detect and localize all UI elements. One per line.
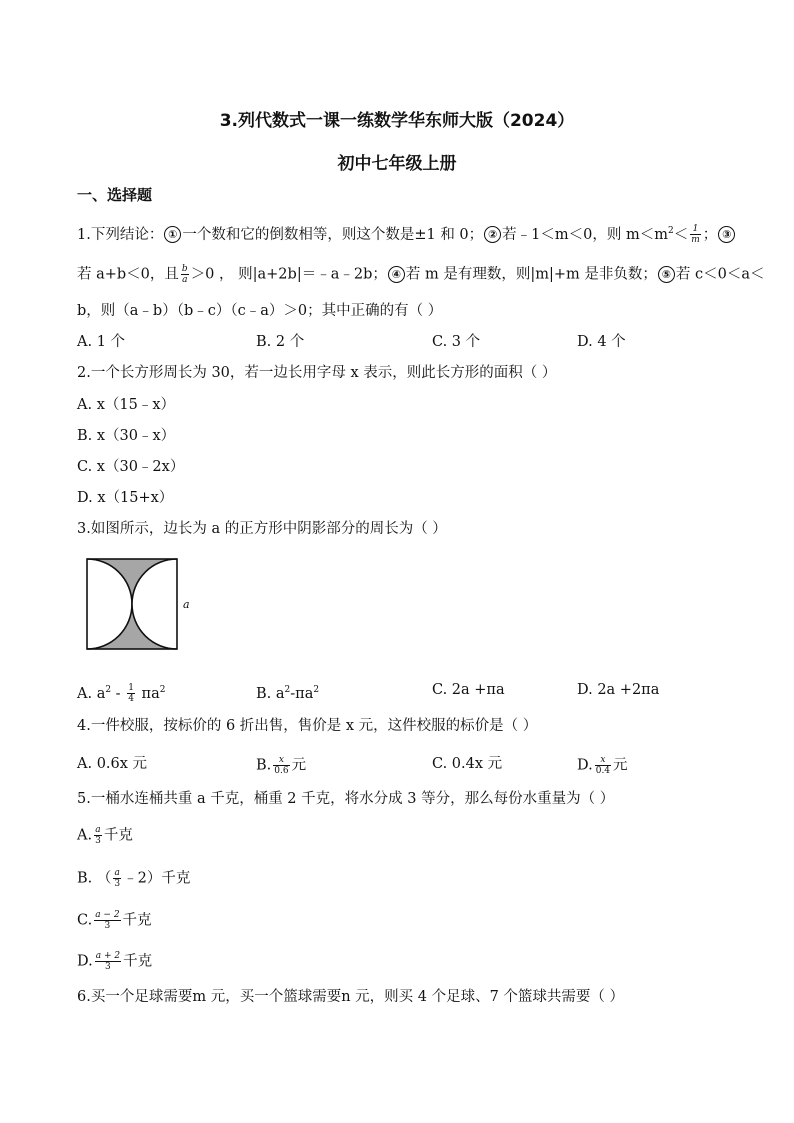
q1-option-c: C. 3 个 — [432, 334, 481, 350]
q2-option-b: B. x（30﹣x） — [77, 428, 176, 444]
q4-option-c: C. 0.4x 元 — [432, 756, 503, 772]
q5-d-fraction: $\frac{a + 2}{3}$ — [95, 951, 121, 972]
q3-option-b: B. $a^2-\pi a^2$ — [256, 685, 320, 702]
q1-text-e: ； — [702, 226, 718, 243]
q1-text-i: 若 c＜0＜a＜ — [675, 266, 765, 283]
q3-stem: 3.如图所示，边长为 a 的正方形中阴影部分的周长为（ ） — [77, 521, 447, 537]
q1-sup: 2 — [667, 226, 674, 236]
q2-stem: 2.一个长方形周长为 30，若一边长用字母 x 表示，则此长方形的面积（ ） — [77, 365, 557, 381]
q1-option-d: D. 4 个 — [577, 334, 626, 350]
q1-fraction-2: $\frac{b}{a}$ — [181, 264, 188, 285]
q5-option-b: B. （ $\frac{a}{3}$ ﹣2）千克 — [77, 868, 191, 889]
q4-d-fraction: $\frac{x}{0.4}$ — [595, 755, 611, 776]
q1-text-c: 若﹣1＜m＜0，则 m＜m — [502, 226, 668, 243]
q2-option-d: D. x（15+x） — [77, 490, 174, 506]
q1-option-b: B. 2 个 — [256, 334, 305, 350]
circled-5-icon: ⑤ — [658, 266, 675, 283]
q5-stem: 5.一桶水连桶共重 a 千克，桶重 2 千克，将水分成 3 等分，那么每份水重量为（ ） — [77, 791, 615, 807]
circled-2-icon: ② — [484, 226, 501, 243]
q4-stem: 4.一件校服，按标价的 6 折出售，售价是 x 元，这件校服的标价是（ ） — [77, 718, 538, 734]
q1-text-g: ＞0 ， 则|a+2b|＝﹣a﹣2b； — [190, 266, 387, 283]
q5-b-fraction: $\frac{a}{3}$ — [114, 868, 121, 889]
q1-text-a: 1.下列结论： — [77, 226, 164, 243]
q5-option-a: A. $\frac{a}{3}$ 千克 — [77, 825, 133, 846]
q1-text-d: ＜ — [673, 226, 689, 243]
q5-c-fraction: $\frac{a - 2}{3}$ — [95, 910, 120, 931]
q1-option-a: A. 1 个 — [77, 334, 126, 350]
side-label-a: a — [183, 598, 190, 611]
q1-line3: b，则（a﹣b）（b﹣c）（c﹣a）＞0；其中正确的有（ ） — [77, 303, 443, 319]
q1-text-h: 若 m 是有理数，则|m|+m 是非负数； — [405, 266, 657, 283]
q6-stem: 6.买一个足球需要m 元，买一个篮球需要n 元，则买 4 个足球、7 个篮球共需要（ ） — [77, 989, 625, 1005]
q4-option-a: A. 0.6x 元 — [77, 756, 148, 772]
q1-line2 — [77, 264, 764, 285]
document-title: 3.列代数式一课一练数学华东师大版（2024） — [219, 111, 575, 131]
section-heading: 一、选择题 — [77, 186, 153, 204]
document-subtitle: 初中七年级上册 — [337, 154, 457, 174]
q1-text-b: 一个数和它的倒数相等，则这个数是±1 和 0； — [182, 226, 484, 243]
q3-option-c: C. 2a +πa — [432, 682, 505, 698]
q2-option-c: C. x（30﹣2x） — [77, 459, 185, 475]
q5-option-d: D. $\frac{a + 2}{3}$ 千克 — [77, 951, 153, 972]
q3-option-a: A. $a^2$ - $\frac{1}{4}$ $\pi a^2$ — [77, 683, 166, 705]
q1-text-f: 若 a+b＜0，且 — [77, 266, 179, 283]
circled-4-icon: ④ — [388, 266, 405, 283]
q1-fraction-1: $\frac{1}{m}$ — [691, 224, 700, 246]
q4-b-fraction: $\frac{x}{0.6}$ — [274, 755, 289, 776]
q1-line1 — [77, 222, 736, 245]
q5-option-c: C. $\frac{a - 2}{3}$ 千克 — [77, 910, 152, 931]
circled-3-icon: ③ — [718, 226, 735, 243]
q5-a-fraction: $\frac{a}{3}$ — [95, 825, 101, 846]
square-shaded-figure — [86, 558, 198, 654]
q3-option-d: D. 2a +2πa — [577, 682, 660, 698]
q4-option-b: B. $\frac{x}{0.6}$ 元 — [256, 755, 307, 776]
q4-option-d: D. $\frac{x}{0.4}$ 元 — [577, 755, 628, 776]
q3-a-fraction: $\frac{1}{4}$ — [128, 683, 134, 705]
q2-option-a: A. x（15﹣x） — [77, 397, 175, 413]
circled-1-icon: ① — [164, 226, 181, 243]
